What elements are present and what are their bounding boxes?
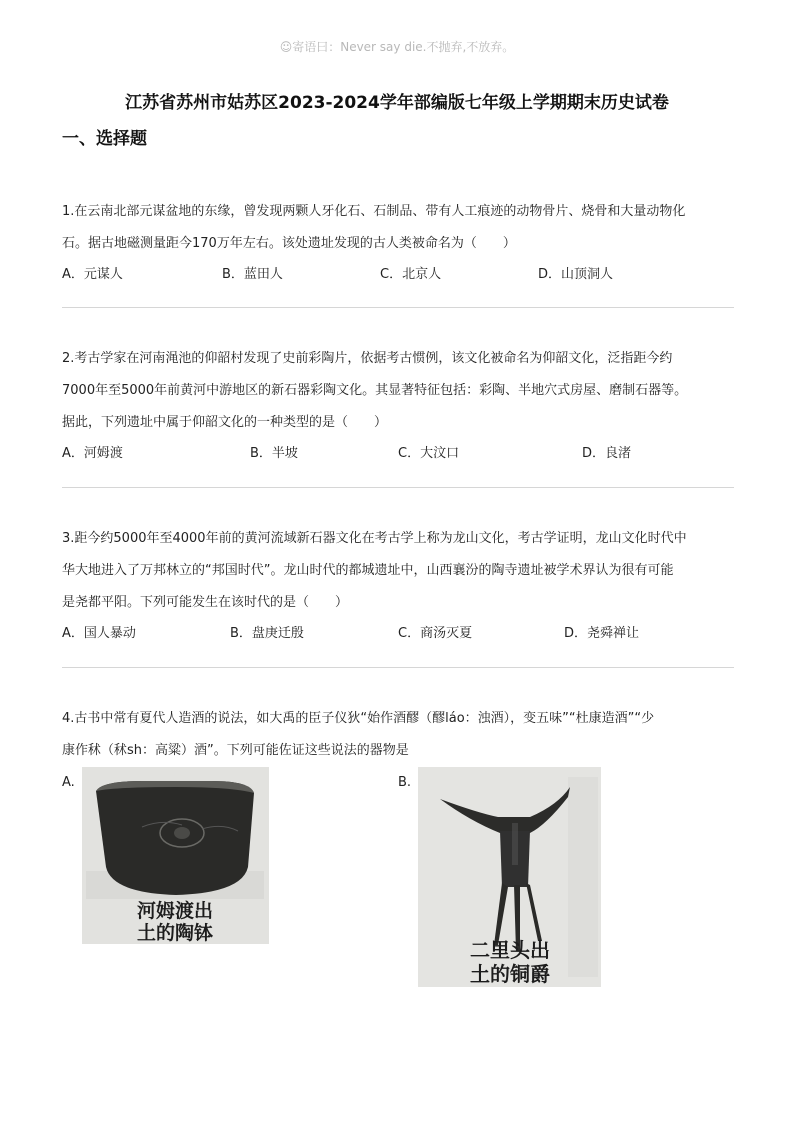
- divider: [62, 667, 734, 668]
- question-stem-line: 石。据古地磁测量距今170万年左右。该处遗址发现的古人类被命名为（ ）: [62, 236, 516, 251]
- question-stem-line: 1.在云南北部元谋盆地的东缘，曾发现两颗人牙化石、石制品、带有人工痕迹的动物骨片、烧骨和大量动物化: [62, 204, 686, 219]
- question-2: [62, 343, 738, 469]
- divider: [62, 307, 734, 308]
- caption-line: 二里头出: [470, 938, 550, 962]
- question-stem-line: 据此，下列遗址中属于仰韶文化的一种类型的是（ ）: [62, 415, 388, 430]
- question-1: [62, 196, 738, 290]
- option-d[interactable]: D．山顶洞人: [538, 267, 614, 282]
- question-3: [62, 523, 738, 649]
- caption-line: 土的陶钵: [136, 922, 214, 944]
- bronze-jue-image: [418, 767, 601, 987]
- options-row: [62, 260, 738, 290]
- option-b[interactable]: B．蓝田人: [222, 267, 283, 282]
- option-d[interactable]: D．尧舜禅让: [564, 626, 640, 641]
- option-c[interactable]: C．大汶口: [398, 446, 460, 461]
- question-4: [62, 703, 738, 767]
- caption-line: 土的铜爵: [470, 962, 550, 986]
- question-stem-line: 康作秫（秫sh：高粱）酒”。下列可能佐证这些说法的器物是: [62, 743, 409, 758]
- option-b-label[interactable]: B.: [398, 775, 412, 790]
- option-a[interactable]: A．国人暴动: [62, 626, 136, 641]
- question-stem-line: 3.距今约5000年至4000年前的黄河流域新石器文化在考古学上称为龙山文化，考古学证明，龙山文化时代中: [62, 531, 687, 546]
- option-a-label[interactable]: A.: [62, 775, 75, 790]
- option-d[interactable]: D．良渚: [582, 446, 632, 461]
- option-b[interactable]: B．半坡: [250, 446, 298, 461]
- option-c[interactable]: C．商汤灭夏: [398, 626, 473, 641]
- header-motto: ☺寄语曰：Never say die.不抛弃,不放弃。: [279, 40, 515, 54]
- caption-line: 河姆渡出: [136, 900, 214, 922]
- option-c[interactable]: C．北京人: [380, 267, 442, 282]
- option-b[interactable]: B．盘庚迁殷: [230, 626, 304, 641]
- options-row: [62, 619, 738, 649]
- pottery-bowl-image: [82, 767, 269, 944]
- exam-title: 江苏省苏州市姑苏区2023-2024学年部编版七年级上学期期末历史试卷: [125, 93, 669, 113]
- bronze-jue-photo[interactable]: [418, 767, 601, 987]
- divider: [62, 487, 734, 488]
- question-stem-line: 华大地进入了万邦林立的“邦国时代”。龙山时代的都城遗址中，山西襄汾的陶寺遗址被学术界认为很有可能: [62, 563, 674, 578]
- question-stem-line: 4.古书中常有夏代人造酒的说法，如大禹的臣子仪狄“始作酒醪（醪láo：浊酒），变五味”“杜康造酒”“少: [62, 711, 655, 726]
- question-stem-line: 7000年至5000年前黄河中游地区的新石器彩陶文化。其显著特征包括：彩陶、半地穴式房屋、磨制石器等。: [62, 383, 688, 398]
- pottery-bowl-photo[interactable]: [82, 767, 269, 944]
- option-a[interactable]: A．元谋人: [62, 267, 123, 282]
- options-row: [62, 439, 738, 469]
- question-stem-line: 2.考古学家在河南渑池的仰韶村发现了史前彩陶片，依据考古惯例，该文化被命名为仰韶文化，泛指距今约: [62, 351, 673, 366]
- option-a[interactable]: A．河姆渡: [62, 446, 123, 461]
- section-heading: 一、选择题: [62, 129, 147, 149]
- question-stem-line: 是尧都平阳。下列可能发生在该时代的是（ ）: [62, 595, 349, 610]
